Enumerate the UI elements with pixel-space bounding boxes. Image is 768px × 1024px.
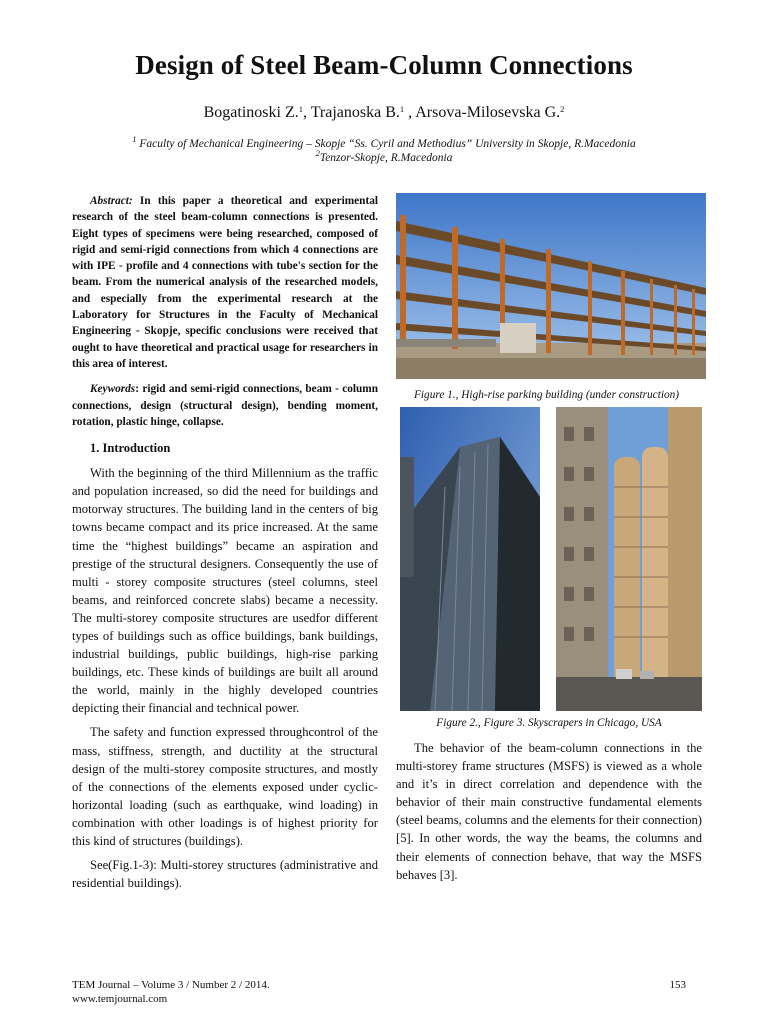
left-column: [72, 193, 378, 898]
page-number: 153: [669, 979, 686, 991]
author-separator: ,: [302, 104, 311, 121]
affiliation-text: Faculty of Mechanical Engineering – Skopje “Ss. Cyril and Methodius” University in Skopje, R.Macedonia: [139, 138, 636, 150]
figure-1-caption: Figure 1., High-rise parking building (under construction): [414, 389, 680, 401]
affiliations: [0, 134, 768, 165]
right-column: [396, 193, 702, 890]
author-name: Arsova-Milosevska G.: [415, 104, 561, 121]
keywords-text: : rigid and semi-rigid connections, beam - column connections, design (structural design), bending moment, rotation, plastic hinge, collapse.: [72, 383, 378, 428]
journal-website: www.temjournal.com: [72, 993, 168, 1005]
author-name: Bogatinoski Z.: [203, 104, 299, 121]
abstract-label: Abstract:: [90, 195, 133, 207]
affiliation-mark: 2: [315, 148, 320, 158]
author-affil-mark: 1: [298, 104, 303, 114]
body-paragraph: With the beginning of the third Millennium as the traffic and population increased, so did the need for buildings and motorway structures. The building land in the centers of big towns became compact and its price increased. At the same time the “highest buildings” became an aspiration and prestige of the structural designers. Consequently the use of multi - storey composite structures (steel columns, steel beams, and reinforced concrete slabs) became a necessity. The multi-storey composite structures are usedfor different types of buildings such as office buildings, bank buildings, industrial buildings, public buildings, high-rise parking buildings, etc. These kinds of buildings are built all around the world, mainly in the highly developed countries depicting their financial and technical power.: [72, 466, 378, 716]
affiliation-text: Tenzor-Skopje, R.Macedonia: [319, 152, 453, 164]
keywords-label: Keywords: [90, 383, 136, 396]
page-footer: [72, 978, 686, 1006]
section-heading: 1. Introduction: [90, 441, 171, 456]
author-affil-mark: 1: [399, 104, 405, 114]
affiliation-2: [0, 148, 768, 165]
author-line: [0, 104, 768, 122]
author-separator: ,: [404, 104, 416, 121]
skyscraper-photo-2: [556, 407, 702, 711]
body-paragraph: The safety and function expressed throughcontrol of the mass, stiffness, strength, and ductility at the structural design of the multi-storey composite structures, and mostly of the connections of the elements exposed under cyclic-horizontal loading (such as earthquake, wind loading) in combination with other loadings is of highest priority for this kind of structures (buildings).: [72, 725, 378, 849]
body-paragraph: The behavior of the beam-column connections in the multi-storey frame structures (MSFS) is viewed as a whole and it’s in direct correlation and dependence with the behavior of their main constructive fundamental elements (steel beams, columns and the elements for their connection) [5]. In other words, the way the beams, the columns and their elements of connection behave, that way the MSFS behaves [3].: [396, 741, 702, 882]
figure-1-parking-building: [396, 193, 702, 403]
figure-2-3-caption: Figure 2., Figure 3. Skyscrapers in Chicago, USA: [436, 717, 662, 729]
author-affil-mark: 2: [560, 104, 565, 114]
figures-2-3: [396, 407, 702, 717]
affiliation-1: [0, 134, 768, 151]
abstract: [72, 193, 378, 372]
affiliation-mark: 1: [132, 134, 137, 144]
skyscraper-photo-1: [400, 407, 540, 711]
author-name: Trajanoska B.: [310, 104, 400, 121]
paper-title: Design of Steel Beam-Column Connections: [135, 50, 633, 80]
body-paragraph: See(Fig.1-3): Multi-storey structures (administrative and residential buildings).: [72, 858, 378, 891]
parking-building-photo: [396, 193, 706, 379]
journal-info: TEM Journal – Volume 3 / Number 2 / 2014.: [72, 979, 270, 991]
keywords: [72, 381, 378, 430]
abstract-text: In this paper a theoretical and experimental research of the steel beam-column connections is presented. Eight types of specimens were being researched, composed of rigid and semi-rigid connections from which 4 connections are with IPE - profile and 4 connections with tube's section for the beam. From the numerical analysis of the researched models, and especially from the experimental research at the Laboratory for Structures in the Faculty of Mechanical Engineering - Skopje, specific conclusions were received that ought to have theoretical and practical usage for researchers in this area of interest.: [72, 195, 378, 370]
